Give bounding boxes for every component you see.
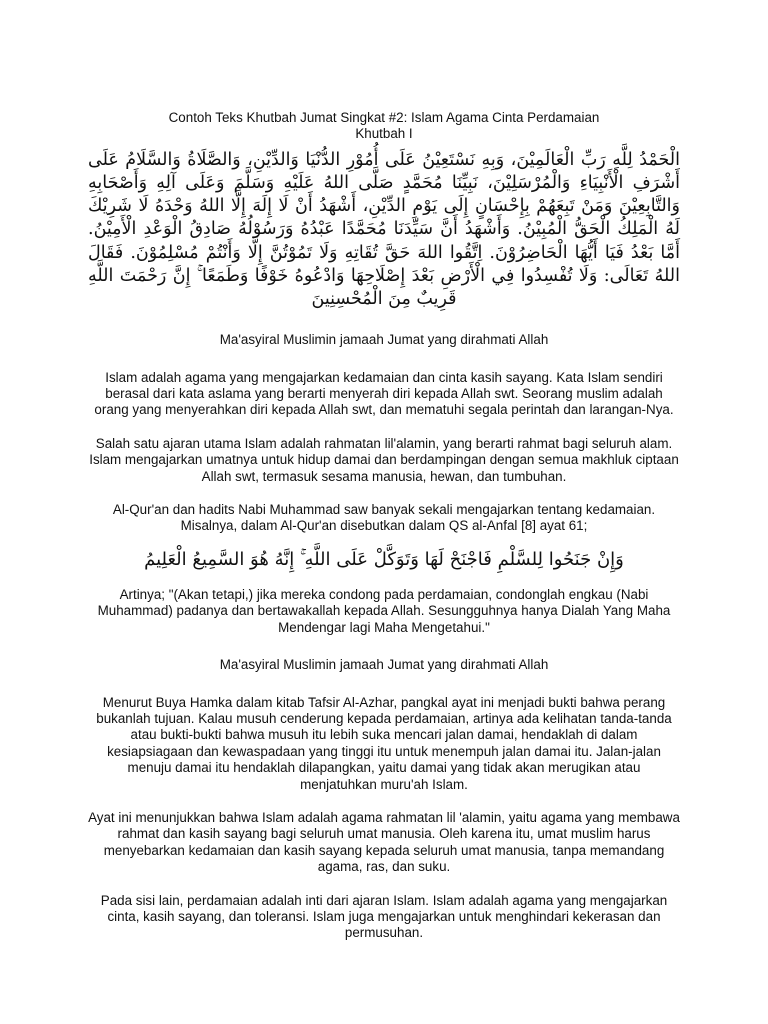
paragraph: Pada sisi lain, perdamaian adalah inti dari ajaran Islam. Islam adalah agama yang mengajarkan cinta, kasih sayang, dan toleransi. Islam juga mengajarkan untuk menghindari kekerasan dan permusuhan. — [100, 892, 668, 941]
verse-translation: Artinya; "(Akan tetapi,) jika mereka condong pada perdamaian, condonglah engkau (Nabi Muhammad) padanya dan bertawakallah kepada Allah. Sesungguhnya hanya Dialah Yang Maha Mendengar lagi Maha Mengetahui." — [97, 586, 671, 635]
paragraph: Salah satu ajaran utama Islam adalah rahmatan lil'alamin, yang berarti rahmat bagi seluruh alam. Islam mengajarkan umatnya untuk hidup damai dan berdampingan dengan semua makhluk ciptaan Allah swt, termasuk sesama manusia, hewan, dan tumbuhan. — [89, 435, 679, 484]
greeting-text: Ma'asyiral Muslimin jamaah Jumat yang dirahmati Allah — [219, 332, 549, 348]
greeting-text: Ma'asyiral Muslimin jamaah Jumat yang dirahmati Allah — [219, 657, 549, 673]
document-title: Contoh Teks Khutbah Jumat Singkat #2: Islam Agama Cinta Perdamaian — [168, 110, 600, 125]
document-subtitle: Khutbah I — [355, 126, 413, 142]
document-body — [88, 110, 680, 942]
opening-arabic-text: الْحَمْدُ لِلَّهِ رَبِّ الْعَالَمِيْنَ، وَبِهِ نَسْتَعِيْنُ عَلَى أُمُوْرِ الدُّنْيَا وَالدِّيْنِ، وَالصَّلَاةُ وَالسَّلَامُ عَلَى أَشْرَفِ الْأَنْبِيَاءِ وَالْمُرْسَلِيْنَ، نَبِيِّنَا مُحَمَّدٍ صَلَّى اللهُ عَلَيْهِ وَسَلَّمَ وَعَلَى آلِهِ وَأَصْحَابِهِ وَالتَّابِعِيْنَ وَمَنْ تَبِعَهُمْ بِإِحْسَانٍ إِلَى يَوْمِ الدِّيْنِ، أَشْهَدُ أَنْ لَا إِلَهَ إِلَّا اللهُ وَحْدَهُ لَا شَرِيْكَ لَهُ الْمَلِكُ الْحَقُّ الْمُبِيْنُ. وَأَشْهَدُ أَنَّ سَيِّدَنَا مُحَمَّدًا عَبْدُهُ وَرَسُوْلُهُ صَادِقُ الْوَعْدِ الْأَمِيْنُ. أَمَّا بَعْدُ فَيَا أَيُّهَا الْحَاضِرُوْنَ. اِتَّقُوا اللهَ حَقَّ تُقَاتِهِ وَلَا تَمُوْتُنَّ إِلَّا وَأَنْتُمْ مُسْلِمُوْنَ. فَقَالَ اللهُ تَعَالَى: وَلَا تُفْسِدُوا فِي الْأَرْضِ بَعْدَ إِصْلَاحِهَا وَادْعُوهُ خَوْفًا وَطَمَعًا ۚ إِنَّ رَحْمَتَ اللَّهِ قَرِيبٌ مِنَ الْمُحْسِنِينَ — [88, 149, 680, 310]
paragraph: Menurut Buya Hamka dalam kitab Tafsir Al-Azhar, pangkal ayat ini menjadi bukti bahwa perang bukanlah tujuan. Kalau musuh cenderung kepada perdamaian, artinya ada kelihatan tanda-tanda atau bukti-bukti bahwa musuh itu lebih suka mencari jalan damai, hendaklah di dalam kesiapsiagaan dan kewaspadaan yang tinggi itu untuk menempuh jalan damai itu. Jalan-jalan menuju damai itu hendaklah dilapangkan, yaitu damai yang tidak akan merugikan atau menjatuhkan muru'ah Islam. — [96, 694, 672, 792]
verse-arabic-text: وَإِنْ جَنَحُوا لِلسَّلْمِ فَاجْنَحْ لَهَا وَتَوَكَّلْ عَلَى اللَّهِ ۚ إِنَّهُ هُوَ السَّمِيعُ الْعَلِيمُ — [144, 548, 624, 570]
paragraph: Al-Qur'an dan hadits Nabi Muhammad saw banyak sekali mengajarkan tentang kedamaian. Misalnya, dalam Al-Qur'an disebutkan dalam QS al-Anfal [8] ayat 61; — [112, 502, 656, 534]
paragraph: Islam adalah agama yang mengajarkan kedamaian dan cinta kasih sayang. Kata Islam sendiri berasal dari kata aslama yang berarti menyerah diri kepada Allah swt. Seorang muslim adalah orang yang menyerahkan diri kepada Allah swt, dan mematuhi segala perintah dan larangan-Nya. — [94, 369, 674, 418]
paragraph: Ayat ini menunjukkan bahwa Islam adalah agama rahmatan lil 'alamin, yaitu agama yang membawa rahmat dan kasih sayang bagi seluruh umat manusia. Oleh karena itu, umat muslim harus menyebarkan kedamaian dan kasih sayang kepada seluruh umat manusia, tanpa memandang agama, ras, dan suku. — [88, 809, 680, 875]
